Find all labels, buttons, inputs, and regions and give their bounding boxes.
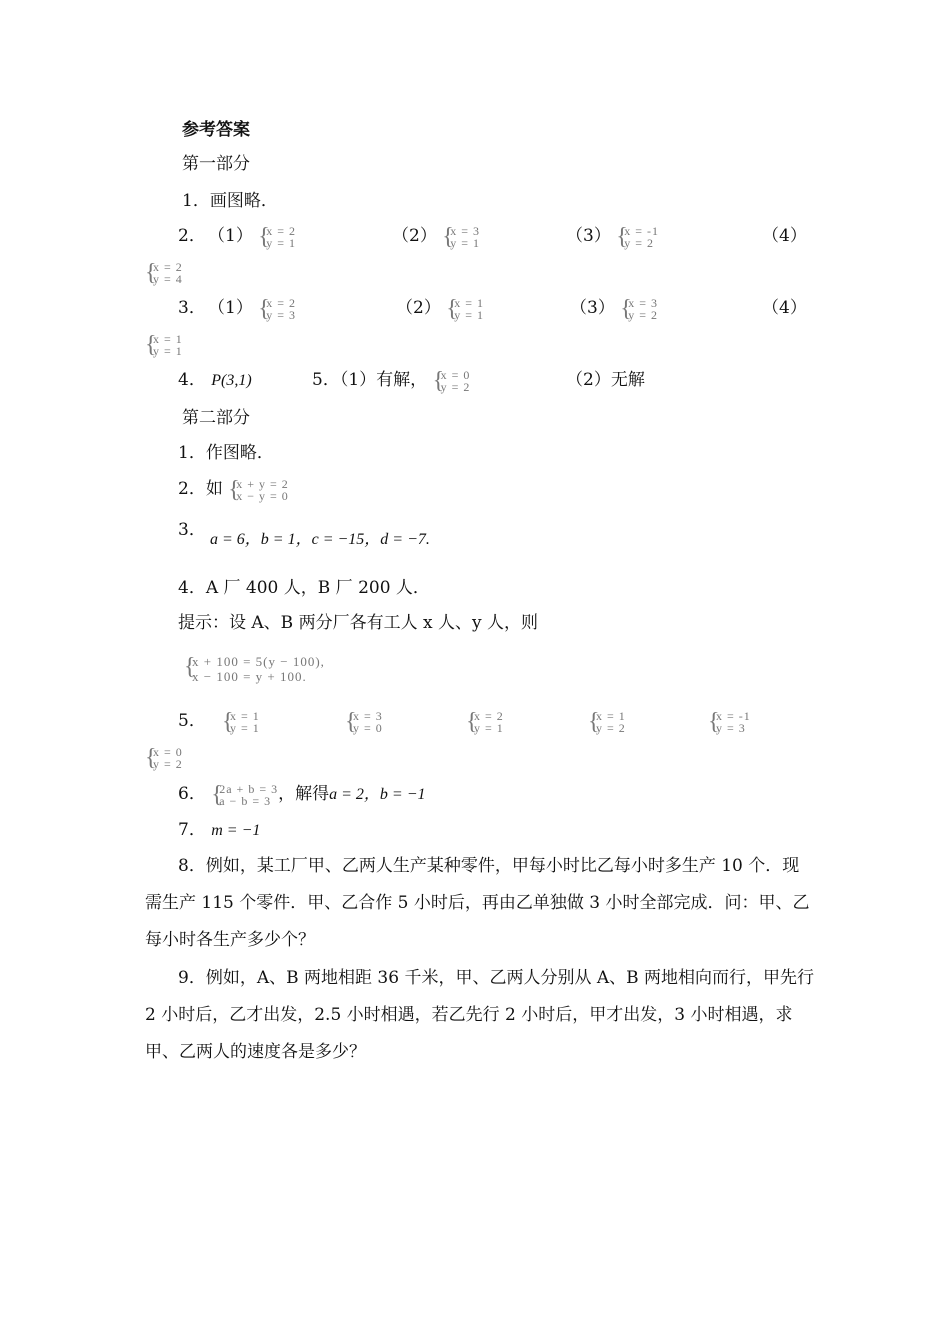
equation-system: { 2a + b = 3 a − b = 3 [211, 783, 278, 807]
equation-system: { x + y = 2 x − y = 0 [228, 478, 289, 502]
p1-q2-item4 [145, 260, 183, 285]
p1-q1-text: 画图略． [209, 191, 278, 211]
p2-q4 [178, 576, 430, 600]
p1-q1-num: 1． [182, 191, 210, 211]
p2-q8-num: 8． [178, 856, 206, 876]
p2-q2-text: 如 [205, 479, 223, 499]
p2-q3-num: 3． [178, 520, 206, 540]
p2-q7-num: 7． [178, 820, 206, 840]
equation-system: { x = -1 y = 2 [616, 225, 659, 249]
p2-q4-system [184, 655, 325, 685]
p2-q5-item3 [466, 709, 504, 734]
p1-q3-item1 [208, 296, 296, 321]
p2-q9 [145, 960, 815, 1071]
p2-q9-num: 9． [178, 968, 206, 988]
equation-system: { x = 3 y = 2 [620, 297, 658, 321]
p1-q3-item4 [145, 332, 183, 357]
equation-system: { x = 1 y = 2 [588, 710, 626, 734]
p2-q6-result: a = 2，b = −1 [329, 786, 426, 803]
equation-system: { x = 2 y = 3 [258, 297, 296, 321]
equation-system: { x = 1 y = 1 [145, 333, 183, 357]
equation-system: { x = 1 y = 1 [222, 710, 260, 734]
p1-q5-label2: （2）无解 [566, 370, 645, 390]
p2-q5-item2 [345, 709, 383, 734]
p2-q9-text: 例如，A、B 两地相距 36 千米，甲、乙两人分别从 A、B 两地相向而行，甲先行 2 小时后，乙才出发，2.5 小时相遇，若乙先行 2 小时后，甲才出发，3 小时相遇，求甲、乙两人的速度各是多少？ [145, 968, 815, 1062]
equation-system: { x = 3 y = 1 [442, 225, 480, 249]
p1-q2-label-2: （2） [392, 226, 437, 246]
p1-q2-item3 [566, 224, 659, 249]
p1-q2-item1 [208, 224, 296, 249]
equation-system: { x = -1 y = 3 [708, 710, 751, 734]
p2-q2-num: 2． [178, 479, 206, 499]
p2-q6 [178, 782, 426, 807]
p1-q5 [312, 368, 470, 393]
equation-system: { x = 0 y = 2 [145, 746, 183, 770]
p2-q3-text: a = 6，b = 1，c = −15，d = −7. [210, 531, 430, 548]
equation-system: { x = 1 y = 1 [446, 297, 484, 321]
p2-q4-text: A 厂 400 人，B 厂 200 人． [205, 578, 430, 598]
p2-q2 [178, 477, 289, 502]
p1-q2-label-3: （3） [566, 226, 611, 246]
p2-q7-text: m = −1 [211, 822, 261, 839]
p2-q1-text: 作图略． [205, 443, 274, 463]
p1-q5-label1: （1）有解， [339, 370, 428, 390]
p1-q3-item2 [396, 296, 484, 321]
equation-system: { x = 0 y = 2 [433, 369, 471, 393]
p2-q5-item4 [588, 709, 626, 734]
part1-heading: 第一部分 [182, 154, 250, 174]
part2-heading: 第二部分 [182, 408, 250, 428]
p1-q5-num: 5． [312, 370, 340, 390]
equation-system: { x + 100 = 5(y − 100), x − 100 = y + 100. [184, 655, 325, 685]
p1-q3-label-1: （1） [208, 298, 253, 318]
p1-q3-label-3: （3） [570, 298, 615, 318]
p2-q1 [178, 441, 274, 465]
equation-system: { x = 3 y = 0 [345, 710, 383, 734]
p1-q2-item2 [392, 224, 480, 249]
p2-q4-num: 4． [178, 578, 206, 598]
p2-q6-text: ，解得 [278, 784, 330, 804]
p1-q2-label-1: （1） [208, 226, 253, 246]
p2-q5-item6 [145, 745, 183, 770]
p2-q5-num: 5． [178, 711, 206, 731]
p2-q8 [145, 848, 815, 959]
p1-q4-num: 4． [178, 370, 206, 390]
p1-q2-label-4: （4） [762, 226, 807, 246]
p2-q6-num: 6． [178, 784, 206, 804]
equation-system: { x = 2 y = 4 [145, 261, 183, 285]
equation-system: { x = 2 y = 1 [466, 710, 504, 734]
p1-q2 [178, 224, 206, 248]
answer-title: 参考答案 [182, 120, 250, 140]
p2-q5-item5 [708, 709, 751, 734]
p1-q3 [178, 296, 206, 320]
p1-q4-point: P(3,1) [211, 372, 252, 389]
p2-q5-item1 [222, 709, 260, 734]
equation-system: { x = 2 y = 1 [258, 225, 296, 249]
p1-q3-label-4: （4） [762, 298, 807, 318]
p1-q2-num: 2． [178, 226, 206, 246]
p1-q3-item3 [570, 296, 658, 321]
p2-q4-hint: 提示：设 A、B 两分厂各有工人 x 人、y 人，则 [178, 613, 538, 633]
p1-q1 [182, 189, 278, 213]
p2-q1-num: 1． [178, 443, 206, 463]
p2-q7 [178, 818, 260, 843]
p1-q3-num: 3． [178, 298, 206, 318]
p2-q8-text: 例如，某工厂甲、乙两人生产某种零件，甲每小时比乙每小时多生产 10 个．现需生产 115 个零件．甲、乙合作 5 小时后，再由乙单独做 3 小时全部完成．问：甲、乙每小时各生产多少个？ [145, 856, 810, 950]
p1-q3-label-2: （2） [396, 298, 441, 318]
p1-q4 [178, 368, 252, 393]
